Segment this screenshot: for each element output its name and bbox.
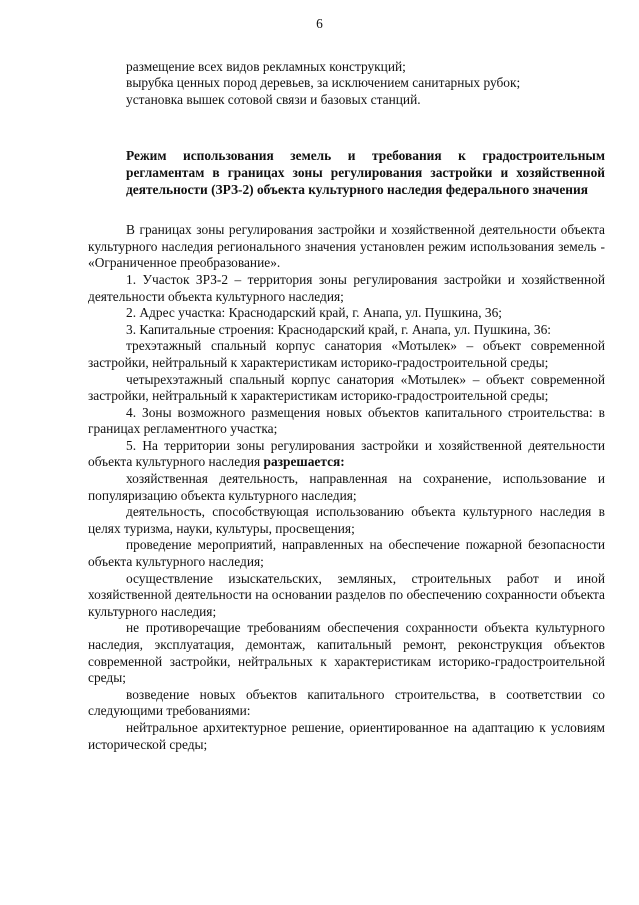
allowed-item: не противоречащие требованиям обеспечения сохранности объекта культурного наследия, эксплуатация, демонтаж, капитальный ремонт, реконструкция объектов современной застройки, нейтральных к характеристикам историко-градостроительной среды;	[88, 620, 605, 686]
allowed-item: нейтральное архитектурное решение, ориентированное на адаптацию к условиям исторической среды;	[88, 719, 605, 752]
intro-item-2: вырубка ценных пород деревьев, за исключением санитарных рубок;	[126, 75, 521, 91]
building-item-2: четырехэтажный спальный корпус санатория «Мотылек» – объект современной застройки, нейтральный к характеристикам историко-градостроительной среды;	[88, 371, 605, 404]
list-item-5	[88, 438, 605, 471]
allowed-item: деятельность, способствующая использованию объекта культурного наследия в целях туризма, науки, культуры, просвещения;	[88, 504, 605, 536]
page-number: 6	[316, 16, 323, 31]
list-item-4: 4. Зоны возможного размещения новых объектов капитального строительства: в границах регламентного участка;	[88, 404, 605, 437]
section-heading: Режим использования земель и требования к градостроительным регламентам в границах зоны регулирования застройки и хозяйственной деятельности (ЗРЗ-2) объекта культурного наследия федерального значения	[126, 148, 605, 197]
list-item-5-text: 5. На территории зоны регулирования застройки и хозяйственной деятельности объекта культурного наследия	[88, 437, 605, 470]
list-item-3: 3. Капитальные строения: Краснодарский край, г. Анапа, ул. Пушкина, 36:	[126, 321, 551, 337]
allowed-item: возведение новых объектов капитального строительства, в соответствии со следующими требованиями:	[88, 686, 605, 719]
building-item-1: трехэтажный спальный корпус санатория «Мотылек» – объект современной застройки, нейтральный к характеристикам историко-градостроительной среды;	[88, 338, 605, 370]
list-item-5-bold: разрешается:	[263, 454, 345, 470]
intro-item-3: установка вышек сотовой связи и базовых станций.	[126, 91, 421, 107]
list-item-1: 1. Участок ЗРЗ-2 – территория зоны регулирования застройки и хозяйственной деятельности объекта культурного наследия;	[88, 271, 605, 304]
allowed-item: проведение мероприятий, направленных на обеспечение пожарной безопасности объекта культурного наследия;	[88, 537, 605, 570]
allowed-item: хозяйственная деятельность, направленная на сохранение, использование и популяризацию объекта культурного наследия;	[88, 471, 605, 503]
allowed-item: осуществление изыскательских, земляных, строительных работ и иной хозяйственной деятельности на основании разделов по обеспечению сохранности объекта культурного наследия;	[88, 570, 605, 619]
list-item-2: 2. Адрес участка: Краснодарский край, г. Анапа, ул. Пушкина, 36;	[126, 305, 503, 321]
intro-paragraph: В границах зоны регулирования застройки и хозяйственной деятельности объекта культурного наследия регионального значения установлен режим использования земель - «Ограниченное преобразование».	[88, 222, 605, 271]
intro-item-1: размещение всех видов рекламных конструкций;	[126, 58, 406, 74]
